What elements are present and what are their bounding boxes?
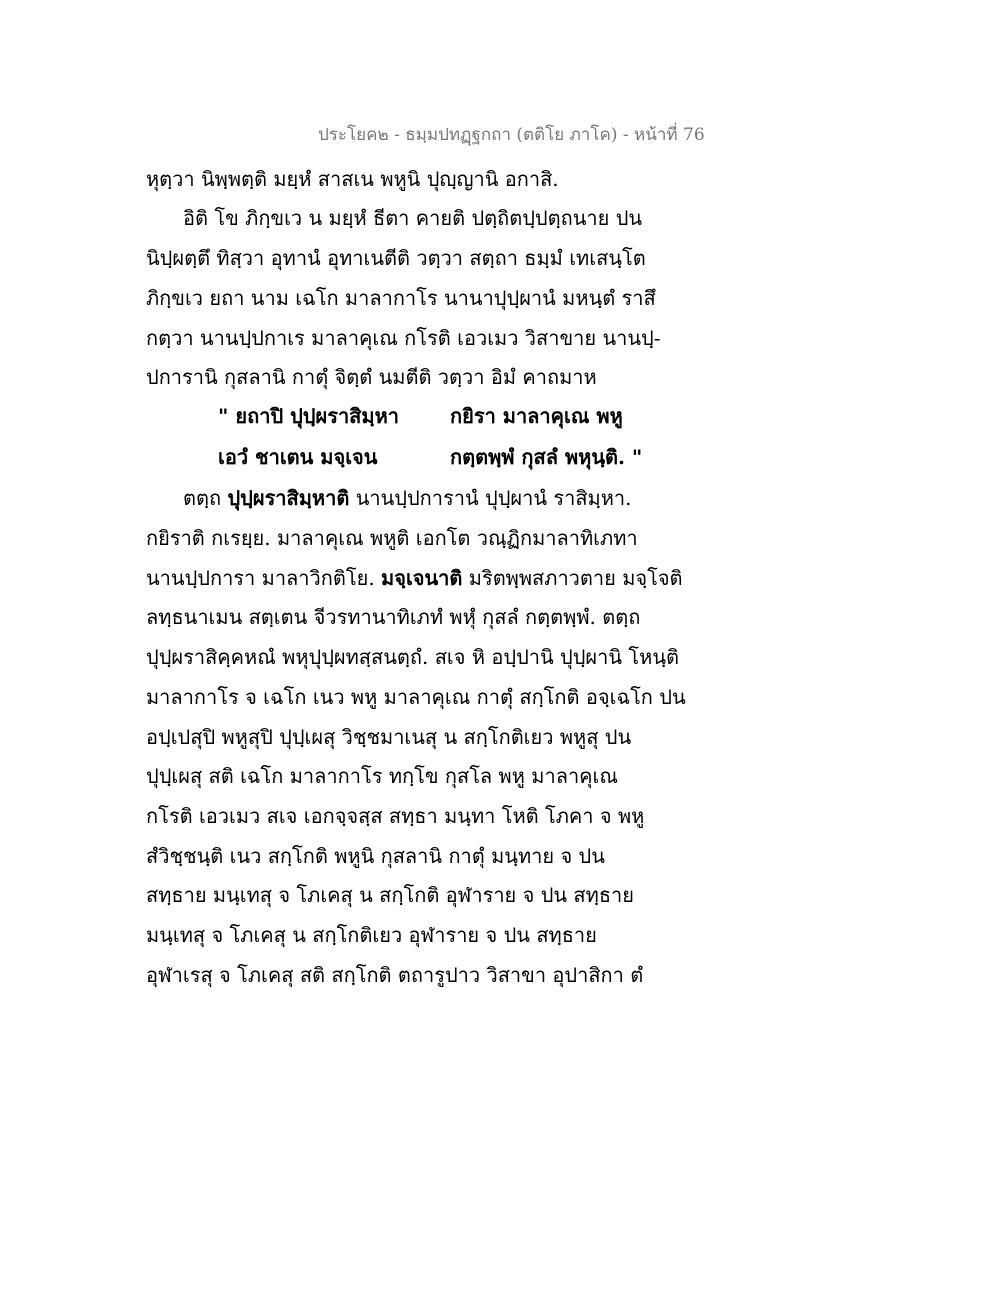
commentary-line: มาลากาโร จ เฉโก เนว พหู มาลาคุเณ กาตุํ สกฺโกติ อจฺเฉโก ปน (146, 685, 686, 709)
text-line: กตฺวา นานปฺปกาเร มาลาคุเณ กโรติ เอวเมว วิสาขาย นานปฺ- (146, 326, 661, 350)
commentary-line: สํวิชฺชนฺติ เนว สกฺโกติ พหูนิ กุสลานิ กาตุํ มนฺทาย จ ปน (146, 844, 605, 868)
commentary-line: ลทฺธนาเมน สตฺเตน จีวรทานาทิเภทํ พหุํ กุสลํ กตฺตพฺพํ. ตตฺถ (146, 605, 641, 629)
commentary-line: สทฺธาย มนฺเทสุ จ โภเคสุ น สกฺโกติ อุฬาราย จ ปน สทฺธาย (146, 883, 634, 907)
commentary-text: นานปฺปการา มาลาวิกติโย. (146, 566, 375, 590)
commentary-line: กโรติ เอวเมว สเจ เอกจฺจสฺส สทฺธา มนฺทา โหติ โภคา จ พหู (146, 804, 645, 828)
commentary-keyword: ปุปฺผราสิมฺหาติ (227, 486, 350, 510)
verse-line-1-first-half: " ยถาปิ ปุปฺผราสิมฺหา (218, 404, 399, 428)
text-line: ปการานิ กุสลานิ กาตุํ จิตฺตํ นมตีติ วตฺวา อิมํ คาถมาห (146, 365, 597, 389)
commentary-text: นานปฺปการานํ ปุปฺผานํ ราสิมฺหา. (355, 486, 632, 510)
commentary-line: มนฺเทสุ จ โภเคสุ น สกฺโกติเยว อุฬาราย จ ปน สทฺธาย (146, 923, 597, 947)
commentary-line: ปุปฺเผสุ สติ เฉโก มาลากาโร ทกฺโข กุสโล พหู มาลาคุเณ (146, 764, 618, 788)
verse-line-2-second-half: กตฺตพฺพํ กุสลํ พหุนฺติ. " (450, 445, 643, 469)
text-line: นิปฺผตฺตึ ทิสฺวา อุทานํ อุทาเนตีติ วตฺวา สตฺถา ธมฺมํ เทเสนฺโต (146, 246, 646, 270)
commentary-text: ตตฺถ (183, 486, 222, 510)
text-line: ภิกฺขเว ยถา นาม เฉโก มาลากาโร นานาปุปฺผานํ มหนฺตํ ราสึ (146, 286, 656, 310)
commentary-keyword: มจฺเจนาติ (381, 566, 463, 590)
commentary-line (146, 562, 706, 594)
text-line: อิติ โข ภิกฺขเว น มยฺหํ ธีตา คายติ ปตฺถิตปฺปตฺถนาย ปน (183, 206, 643, 230)
verse-line-1-second-half: กยิรา มาลาคุเณ พหู (450, 404, 623, 428)
page-header: ประโยค๒ - ธมฺมปทฏฺฐกถา (ตติโย ภาโค) - หน้าที่ 76 (318, 125, 705, 145)
commentary-text: มริตพฺพสภาวตาย มจฺโจติ (468, 566, 683, 590)
verse-line-2-first-half: เอวํ ชาเตน มจฺเจน (218, 445, 378, 469)
commentary-line: อุฬาเรสุ จ โภเคสุ สติ สกฺโกติ ตถารูปาว วิสาขา อุปาสิกา ตํ (146, 963, 644, 987)
text-line: หุตฺวา นิพฺพตฺติ มยฺหํ สาสเน พหูนิ ปุญฺญานิ อกาสิ. (146, 167, 559, 191)
commentary-line: กยิราติ กเรยฺย. มาลาคุเณ พหูติ เอกโต วณฺฏิกมาลาทิเภทา (146, 526, 638, 550)
commentary-line (183, 482, 743, 514)
commentary-line: ปุปฺผราสิคฺคหณํ พหุปุปฺผทสฺสนตฺถํ. สเจ หิ อปฺปานิ ปุปฺผานิ โหนฺติ (146, 645, 679, 669)
commentary-line: อปฺเปสุปิ พหูสุปิ ปุปฺเผสุ วิชฺชมาเนสุ น สกฺโกติเยว พหูสุ ปน (146, 725, 632, 749)
